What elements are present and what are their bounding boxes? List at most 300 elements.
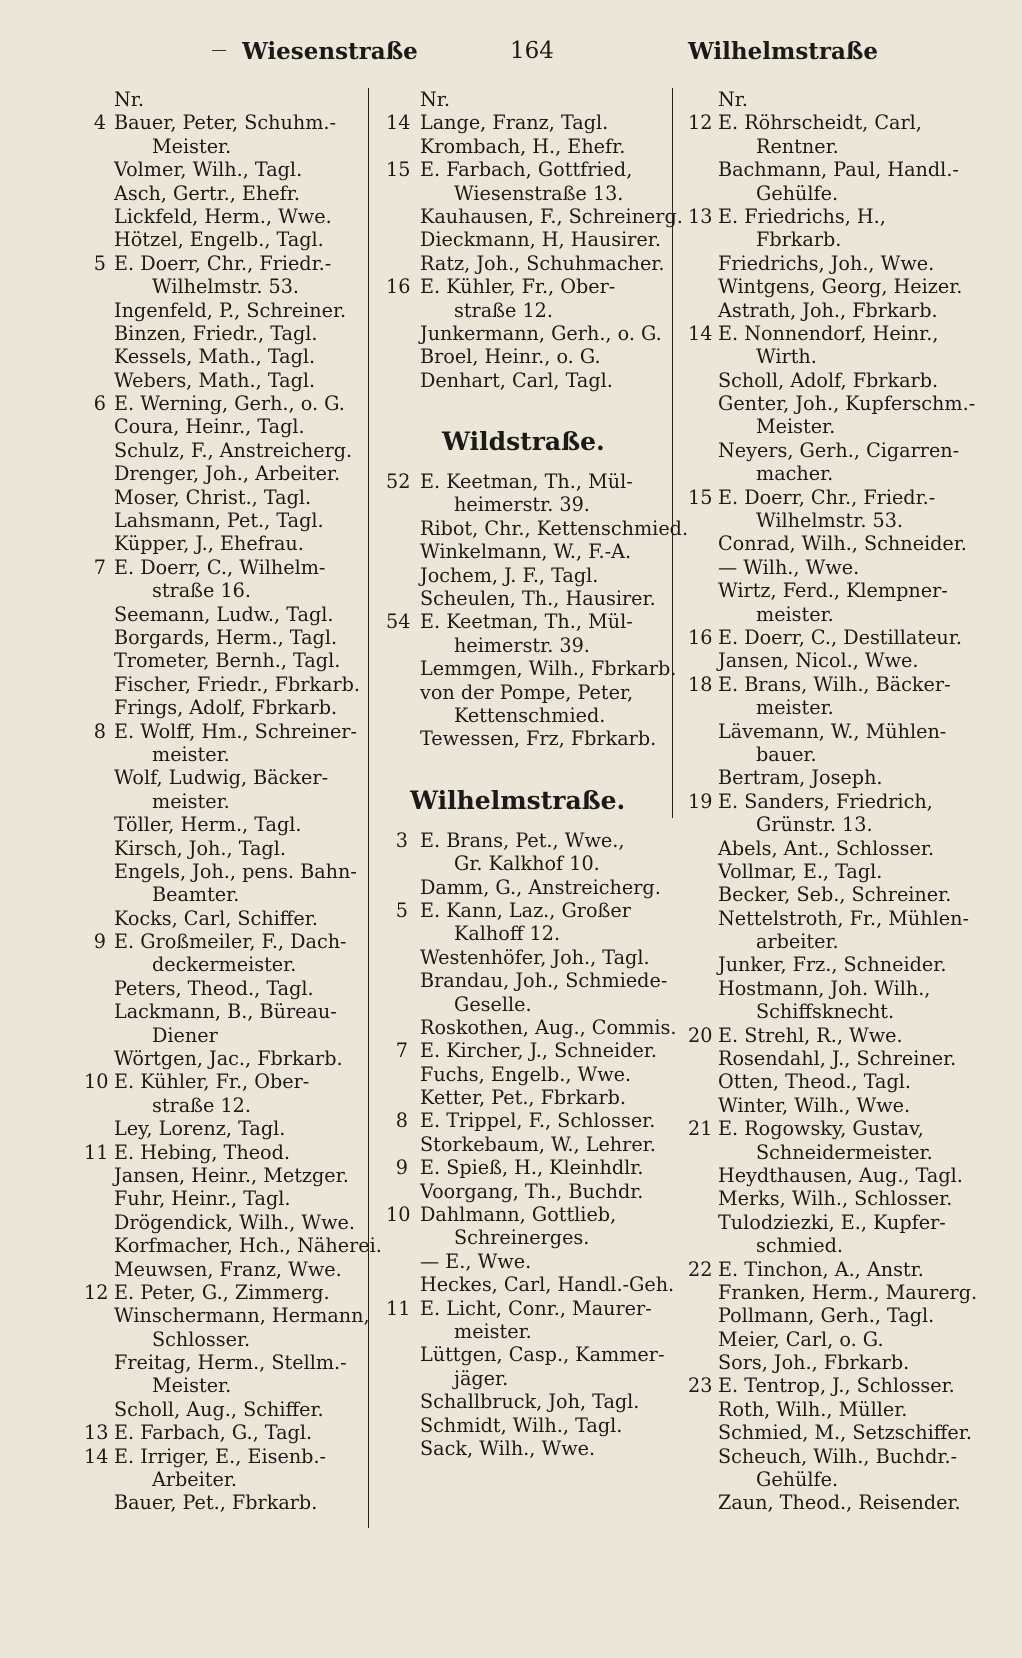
directory-entry bbox=[384, 587, 669, 610]
entry-text: Freitag, Herm., Stellm.- bbox=[114, 1351, 347, 1375]
entry-text: Winkelmann, W., F.-A. bbox=[420, 540, 632, 564]
entry-continuation bbox=[384, 182, 669, 205]
entry-text: Ratz, Joh., Schuhmacher. bbox=[420, 251, 665, 275]
entry-text: Nettelstroth, Fr., Mühlen- bbox=[718, 906, 969, 930]
directory-entry bbox=[384, 1180, 669, 1203]
entry-text: Brandau, Joh., Schmiede- bbox=[420, 969, 668, 993]
entry-text: E. Spieß, H., Kleinhdlr. bbox=[420, 1156, 644, 1180]
entry-text: Neyers, Gerh., Cigarren- bbox=[718, 438, 960, 462]
directory-entry bbox=[80, 1047, 385, 1070]
entry-text: Ketter, Pet., Fbrkarb. bbox=[420, 1086, 627, 1110]
directory-entry bbox=[688, 111, 988, 134]
directory-entry bbox=[384, 1156, 669, 1179]
entry-text: E. Farbach, G., Tagl. bbox=[114, 1421, 313, 1445]
entry-text: Binzen, Friedr., Tagl. bbox=[114, 321, 318, 345]
directory-entry bbox=[80, 462, 385, 485]
entry-text: Schmidt, Wilh., Tagl. bbox=[420, 1413, 623, 1437]
entry-text: E. Strehl, R., Wwe. bbox=[718, 1023, 903, 1047]
directory-entry bbox=[688, 439, 988, 462]
entry-text: Gehülfe. bbox=[756, 1468, 839, 1492]
entry-text: Hostmann, Joh. Wilh., bbox=[718, 976, 931, 1000]
directory-entry bbox=[80, 205, 385, 228]
directory-entry bbox=[384, 1109, 669, 1132]
directory-entry bbox=[688, 252, 988, 275]
directory-entry bbox=[688, 1281, 988, 1304]
entry-continuation bbox=[688, 462, 988, 485]
directory-entry bbox=[384, 876, 669, 899]
col2-wilhelm-list bbox=[384, 828, 677, 1461]
entry-text: Lackmann, B., Büreau- bbox=[114, 1000, 337, 1024]
entry-text: Kettenschmied. bbox=[454, 703, 606, 727]
entry-text: Volmer, Wilh., Tagl. bbox=[114, 158, 303, 182]
house-number: 6 bbox=[93, 392, 106, 416]
entry-text: bauer. bbox=[756, 742, 817, 766]
entry-text: Junker, Frz., Schneider. bbox=[718, 953, 947, 977]
entry-text: E. Brans, Wilh., Bäcker- bbox=[718, 672, 951, 696]
house-number: 22 bbox=[688, 1257, 713, 1281]
entry-text: E. Licht, Conr., Maurer- bbox=[420, 1296, 652, 1320]
entry-continuation bbox=[384, 1226, 669, 1249]
entry-text: Schneidermeister. bbox=[756, 1140, 933, 1164]
entry-text: Meuwsen, Franz, Wwe. bbox=[114, 1257, 342, 1281]
entry-continuation bbox=[384, 299, 669, 322]
house-number: 4 bbox=[93, 111, 106, 135]
entry-text: Fischer, Friedr., Fbrkarb. bbox=[114, 672, 361, 696]
entry-text: Borgards, Herm., Tagl. bbox=[114, 625, 338, 649]
house-number: 16 bbox=[688, 625, 713, 649]
directory-entry bbox=[688, 556, 988, 579]
directory-entry bbox=[80, 439, 385, 462]
directory-entry bbox=[688, 883, 988, 906]
entry-text: Lävemann, W., Mühlen- bbox=[718, 719, 947, 743]
directory-entry bbox=[80, 509, 385, 532]
entry-text: Bauer, Pet., Fbrkarb. bbox=[114, 1491, 318, 1515]
entry-text: E. Kühler, Fr., Ober- bbox=[114, 1070, 310, 1094]
entry-text: Nr. bbox=[420, 88, 450, 111]
house-number: 18 bbox=[688, 672, 713, 696]
entry-text: Lange, Franz, Tagl. bbox=[420, 111, 609, 135]
entry-continuation bbox=[384, 852, 669, 875]
entry-continuation bbox=[384, 1367, 669, 1390]
entry-text: E. Trippel, F., Schlosser. bbox=[420, 1109, 656, 1133]
entry-text: E. Kühler, Fr., Ober- bbox=[420, 275, 616, 299]
directory-entry bbox=[384, 727, 669, 750]
directory-entry bbox=[688, 1211, 988, 1234]
directory-entry bbox=[384, 158, 669, 181]
house-number: 8 bbox=[93, 719, 106, 743]
directory-entry bbox=[688, 673, 988, 696]
directory-entry bbox=[384, 1414, 669, 1437]
entry-text: Schreinerges. bbox=[454, 1226, 590, 1250]
entry-text: Westenhöfer, Joh., Tagl. bbox=[420, 945, 650, 969]
entry-text: Trometer, Bernh., Tagl. bbox=[114, 649, 341, 673]
entry-text: E. Werning, Gerh., o. G. bbox=[114, 392, 345, 416]
directory-entry bbox=[384, 681, 669, 704]
directory-entry bbox=[688, 1304, 988, 1327]
house-number: 13 bbox=[688, 204, 713, 228]
entry-text: Heckes, Carl, Handl.-Geh. bbox=[420, 1273, 675, 1297]
house-number: 5 bbox=[395, 898, 408, 922]
entry-text: arbeiter. bbox=[756, 930, 839, 954]
house-number: 13 bbox=[84, 1421, 109, 1445]
directory-entry bbox=[688, 1398, 988, 1421]
page-number: 164 bbox=[510, 38, 554, 64]
entry-text: Wirth. bbox=[756, 345, 817, 369]
directory-entry bbox=[384, 470, 669, 493]
directory-entry bbox=[688, 1164, 988, 1187]
entry-text: Wörtgen, Jac., Fbrkarb. bbox=[114, 1047, 343, 1071]
entry-text: Peters, Theod., Tagl. bbox=[114, 976, 314, 1000]
entry-text: E. Tentrop, J., Schlosser. bbox=[718, 1374, 955, 1398]
entry-text: Asch, Gertr., Ehefr. bbox=[114, 181, 300, 205]
entry-text: Wolf, Ludwig, Bäcker- bbox=[114, 766, 329, 790]
entry-continuation bbox=[688, 603, 988, 626]
entry-continuation bbox=[80, 1024, 385, 1047]
directory-entry bbox=[688, 860, 988, 883]
entry-text: Roth, Wilh., Müller. bbox=[718, 1397, 908, 1421]
entry-text: Korfmacher, Hch., Näherei. bbox=[114, 1234, 382, 1258]
house-number: 14 bbox=[386, 111, 411, 135]
directory-entry bbox=[384, 969, 669, 992]
house-number: 11 bbox=[386, 1296, 411, 1320]
entry-text: Wiesenstraße 13. bbox=[454, 181, 624, 205]
directory-entry bbox=[80, 158, 385, 181]
directory-entry bbox=[80, 720, 385, 743]
street-heading-wildstrasse: Wildstraße. bbox=[442, 427, 605, 457]
directory-entry bbox=[384, 1203, 669, 1226]
directory-entry bbox=[688, 322, 988, 345]
directory-entry bbox=[688, 837, 988, 860]
entry-text: E. Brans, Pet., Wwe., bbox=[420, 828, 625, 852]
column-2 bbox=[384, 88, 689, 1460]
entry-text: Kirsch, Joh., Tagl. bbox=[114, 836, 286, 860]
entry-text: Küpper, J., Ehefrau. bbox=[114, 532, 304, 556]
entry-text: Drenger, Joh., Arbeiter. bbox=[114, 462, 341, 486]
entry-text: Schiffsknecht. bbox=[756, 1000, 895, 1024]
directory-entry bbox=[384, 1015, 677, 1039]
directory-entry bbox=[688, 977, 988, 1000]
entry-text: Merks, Wilh., Schlosser. bbox=[718, 1187, 953, 1211]
directory-entry bbox=[80, 111, 385, 134]
entry-text: Kessels, Math., Tagl. bbox=[114, 345, 316, 369]
entry-text: Pollmann, Gerh., Tagl. bbox=[718, 1304, 935, 1328]
entry-text: E. Tinchon, A., Anstr. bbox=[718, 1257, 924, 1281]
column-rule-right bbox=[672, 88, 673, 818]
directory-entry bbox=[384, 564, 669, 587]
entry-text: E. Wolff, Hm., Schreiner- bbox=[114, 719, 357, 743]
directory-entry bbox=[384, 1297, 669, 1320]
entry-text: Bertram, Joseph. bbox=[718, 766, 883, 790]
directory-entry bbox=[384, 1390, 669, 1413]
entry-text: Meister. bbox=[756, 415, 836, 439]
entry-text: E. Doerr, C., Destillateur. bbox=[718, 625, 962, 649]
entry-text: Wilhelmstr. 53. bbox=[756, 509, 904, 533]
entry-text: Wintgens, Georg, Heizer. bbox=[718, 275, 963, 299]
directory-entry bbox=[688, 766, 988, 789]
directory-entry bbox=[80, 1281, 385, 1304]
entry-continuation bbox=[80, 1468, 385, 1491]
entry-text: Friedrichs, Joh., Wwe. bbox=[718, 251, 935, 275]
entry-continuation bbox=[688, 1234, 988, 1257]
entry-text: Storkebaum, W., Lehrer. bbox=[420, 1132, 656, 1156]
entry-text: Vollmar, E., Tagl. bbox=[718, 859, 883, 883]
house-number: 9 bbox=[93, 930, 106, 954]
entry-continuation bbox=[80, 953, 385, 976]
directory-entry bbox=[688, 1187, 988, 1210]
entry-continuation bbox=[688, 228, 988, 251]
col2-wild-list bbox=[384, 470, 689, 751]
directory-entry bbox=[80, 486, 385, 509]
directory-entry bbox=[384, 1343, 669, 1366]
entry-text: Fbrkarb. bbox=[756, 228, 842, 252]
entry-continuation bbox=[688, 813, 988, 836]
directory-entry bbox=[80, 1398, 385, 1421]
entry-text: Jansen, Heinr., Metzger. bbox=[114, 1163, 349, 1187]
directory-entry bbox=[80, 1164, 385, 1187]
directory-entry bbox=[688, 205, 988, 228]
directory-entry bbox=[384, 1086, 669, 1109]
directory-entry bbox=[688, 579, 988, 602]
directory-entry bbox=[384, 657, 677, 681]
entry-continuation bbox=[80, 579, 385, 602]
directory-entry bbox=[688, 1445, 988, 1468]
entry-continuation bbox=[80, 275, 385, 298]
header-dash bbox=[212, 50, 226, 51]
entry-text: Nr. bbox=[114, 88, 144, 111]
house-number: 15 bbox=[688, 485, 713, 509]
directory-entry bbox=[384, 899, 669, 922]
directory-entry bbox=[384, 946, 669, 969]
entry-text: Lahsmann, Pet., Tagl. bbox=[114, 509, 324, 533]
entry-text: Geselle. bbox=[454, 992, 532, 1016]
entry-text: Damm, G., Anstreicherg. bbox=[420, 875, 661, 899]
entry-text: Meister. bbox=[152, 1374, 232, 1398]
entry-text: Junkermann, Gerh., o. G. bbox=[420, 321, 662, 345]
column-number-label bbox=[80, 88, 385, 111]
directory-entry bbox=[80, 673, 385, 696]
entry-text: Ingenfeld, P., Schreiner. bbox=[114, 298, 347, 322]
entry-text: meister. bbox=[454, 1319, 532, 1343]
column-number-label bbox=[384, 88, 669, 111]
entry-text: Scheulen, Th., Hausirer. bbox=[420, 587, 656, 611]
directory-entry bbox=[688, 790, 988, 813]
entry-continuation bbox=[688, 509, 988, 532]
entry-text: Seemann, Ludw., Tagl. bbox=[114, 602, 334, 626]
entry-text: Astrath, Joh., Fbrkarb. bbox=[718, 298, 938, 322]
directory-entry bbox=[80, 228, 385, 251]
directory-entry bbox=[384, 135, 669, 158]
entry-text: E. Doerr, Chr., Friedr.- bbox=[114, 251, 332, 275]
entry-text: Tulodziezki, E., Kupfer- bbox=[718, 1210, 946, 1234]
entry-text: Genter, Joh., Kupferschm.- bbox=[718, 392, 976, 416]
house-number: 9 bbox=[395, 1156, 408, 1180]
directory-entry bbox=[384, 1133, 669, 1156]
entry-continuation bbox=[80, 790, 385, 813]
col2-top-list bbox=[384, 88, 683, 392]
entry-text: Becker, Seb., Schreiner. bbox=[718, 883, 952, 907]
entry-text: Jochem, J. F., Tagl. bbox=[420, 563, 599, 587]
entry-continuation bbox=[688, 1468, 988, 1491]
directory-entry bbox=[80, 837, 385, 860]
entry-text: Webers, Math., Tagl. bbox=[114, 368, 316, 392]
house-number: 16 bbox=[386, 275, 411, 299]
entry-text: E. Peter, G., Zimmerg. bbox=[114, 1280, 330, 1304]
entry-text: Conrad, Wilh., Schneider. bbox=[718, 532, 967, 556]
entry-continuation bbox=[384, 1320, 669, 1343]
directory-entry bbox=[80, 649, 385, 672]
entry-text: Winter, Wilh., Wwe. bbox=[718, 1093, 911, 1117]
directory-entry bbox=[80, 532, 385, 555]
entry-continuation bbox=[688, 415, 988, 438]
entry-continuation bbox=[384, 922, 669, 945]
entry-text: Denhart, Carl, Tagl. bbox=[420, 368, 613, 392]
house-number: 15 bbox=[386, 158, 411, 182]
directory-entry bbox=[80, 907, 385, 930]
entry-text: Lickfeld, Herm., Wwe. bbox=[114, 204, 332, 228]
directory-entry bbox=[80, 813, 385, 836]
directory-entry bbox=[384, 829, 669, 852]
entry-text: straße 12. bbox=[152, 1093, 251, 1117]
directory-entry bbox=[80, 860, 385, 883]
directory-entry bbox=[80, 1491, 385, 1514]
entry-text: Engels, Joh., pens. Bahn- bbox=[114, 859, 357, 883]
directory-entry bbox=[384, 1063, 669, 1086]
entry-continuation bbox=[688, 1141, 988, 1164]
directory-entry bbox=[80, 930, 385, 953]
directory-entry bbox=[384, 345, 669, 368]
entry-text: E. Sanders, Friedrich, bbox=[718, 789, 933, 813]
directory-entry bbox=[80, 977, 385, 1000]
directory-entry bbox=[384, 1273, 675, 1297]
house-number: 12 bbox=[688, 111, 713, 135]
entry-continuation bbox=[80, 743, 385, 766]
directory-entry bbox=[688, 1351, 988, 1374]
entry-continuation bbox=[384, 493, 669, 516]
directory-entry bbox=[688, 907, 988, 930]
entry-text: Otten, Theod., Tagl. bbox=[718, 1070, 911, 1094]
entry-text: Wilhelmstr. 53. bbox=[152, 275, 300, 299]
directory-entry bbox=[688, 275, 988, 298]
entry-text: Grünstr. 13. bbox=[756, 813, 873, 837]
directory-entry bbox=[688, 299, 988, 322]
entry-text: Scholl, Aug., Schiffer. bbox=[114, 1397, 324, 1421]
directory-entry bbox=[80, 182, 385, 205]
entry-text: Sors, Joh., Fbrkarb. bbox=[718, 1351, 910, 1375]
house-number: 11 bbox=[84, 1140, 109, 1164]
directory-entry bbox=[80, 1211, 385, 1234]
directory-entry bbox=[384, 516, 689, 540]
house-number: 10 bbox=[84, 1070, 109, 1094]
entry-continuation bbox=[80, 1374, 385, 1397]
entry-text: Arbeiter. bbox=[152, 1468, 238, 1492]
entry-continuation bbox=[384, 634, 669, 657]
directory-entry bbox=[80, 696, 385, 719]
entry-text: Dahlmann, Gottlieb, bbox=[420, 1203, 617, 1227]
entry-continuation bbox=[80, 1094, 385, 1117]
directory-entry bbox=[384, 1039, 669, 1062]
entry-text: Krombach, H., Ehefr. bbox=[420, 134, 626, 158]
entry-text: Scholl, Adolf, Fbrkarb. bbox=[718, 368, 939, 392]
entry-text: straße 12. bbox=[454, 298, 553, 322]
entry-text: meister. bbox=[152, 789, 230, 813]
entry-text: E. Röhrscheidt, Carl, bbox=[718, 111, 922, 135]
house-number: 5 bbox=[93, 251, 106, 275]
street-heading-wilhelmstrasse: Wilhelmstraße. bbox=[410, 785, 626, 815]
entry-continuation bbox=[688, 696, 988, 719]
page-header bbox=[0, 38, 1022, 74]
entry-text: Meier, Carl, o. G. bbox=[718, 1327, 884, 1351]
entry-text: E. Rogowsky, Gustav, bbox=[718, 1117, 924, 1141]
column-1 bbox=[80, 88, 385, 1515]
entry-continuation bbox=[80, 1328, 385, 1351]
house-number: 7 bbox=[93, 555, 106, 579]
entry-text: Schulz, F., Anstreicherg. bbox=[114, 438, 353, 462]
entry-text: Meister. bbox=[152, 134, 232, 158]
entry-continuation bbox=[80, 883, 385, 906]
entry-text: Schmied, M., Setzschiffer. bbox=[718, 1421, 972, 1445]
entry-text: Zaun, Theod., Reisender. bbox=[718, 1491, 961, 1515]
entry-text: Dieckmann, H, Hausirer. bbox=[420, 228, 661, 252]
house-number: 52 bbox=[386, 470, 411, 494]
directory-entry bbox=[80, 1351, 385, 1374]
directory-entry bbox=[688, 1258, 988, 1281]
entry-text: E. Friedrichs, H., bbox=[718, 204, 886, 228]
entry-text: Heydthausen, Aug., Tagl. bbox=[718, 1163, 963, 1187]
directory-entry bbox=[80, 1234, 385, 1257]
entry-continuation bbox=[688, 743, 988, 766]
entry-text: E. Doerr, C., Wilhelm- bbox=[114, 555, 326, 579]
entry-text: Rentner. bbox=[756, 134, 839, 158]
directory-entry bbox=[80, 415, 385, 438]
entry-text: Roskothen, Aug., Commis. bbox=[420, 1015, 677, 1039]
directory-entry bbox=[384, 275, 669, 298]
directory-entry bbox=[688, 1328, 988, 1351]
header-right-street: Wilhelmstraße bbox=[688, 38, 879, 65]
directory-entry bbox=[688, 953, 988, 976]
directory-entry bbox=[384, 610, 669, 633]
entry-continuation bbox=[384, 993, 669, 1016]
directory-entry bbox=[80, 345, 385, 368]
entry-text: jäger. bbox=[454, 1366, 509, 1390]
house-number: 3 bbox=[395, 828, 408, 852]
entry-text: heimerstr. 39. bbox=[454, 633, 590, 657]
entry-text: Scheuch, Wilh., Buchdr.- bbox=[718, 1444, 958, 1468]
entry-text: straße 16. bbox=[152, 579, 251, 603]
house-number: 19 bbox=[688, 789, 713, 813]
entry-text: Voorgang, Th., Buchdr. bbox=[420, 1179, 644, 1203]
entry-text: Kocks, Carl, Schiffer. bbox=[114, 906, 318, 930]
entry-text: Fuhr, Heinr., Tagl. bbox=[114, 1187, 291, 1211]
entry-text: meister. bbox=[152, 742, 230, 766]
house-number: 10 bbox=[386, 1203, 411, 1227]
entry-text: Beamter. bbox=[152, 883, 240, 907]
entry-text: Lemmgen, Wilh., Fbrkarb. bbox=[420, 657, 677, 681]
entry-text: Schlosser. bbox=[152, 1327, 251, 1351]
entry-text: Rosendahl, J., Schreiner. bbox=[718, 1047, 957, 1071]
directory-entry bbox=[80, 1187, 385, 1210]
directory-entry bbox=[80, 1445, 385, 1468]
entry-text: Jansen, Nicol., Wwe. bbox=[718, 649, 919, 673]
directory-entry bbox=[688, 1094, 988, 1117]
entry-text: Gr. Kalkhof 10. bbox=[454, 852, 600, 876]
directory-entry bbox=[80, 1117, 385, 1140]
directory-entry bbox=[80, 322, 385, 345]
entry-text: Töller, Herm., Tagl. bbox=[114, 813, 302, 837]
directory-entry bbox=[688, 1117, 988, 1140]
house-number: 8 bbox=[395, 1109, 408, 1133]
entry-text: E. Nonnendorf, Heinr., bbox=[718, 321, 939, 345]
entry-text: E. Kircher, J., Schneider. bbox=[420, 1039, 657, 1063]
